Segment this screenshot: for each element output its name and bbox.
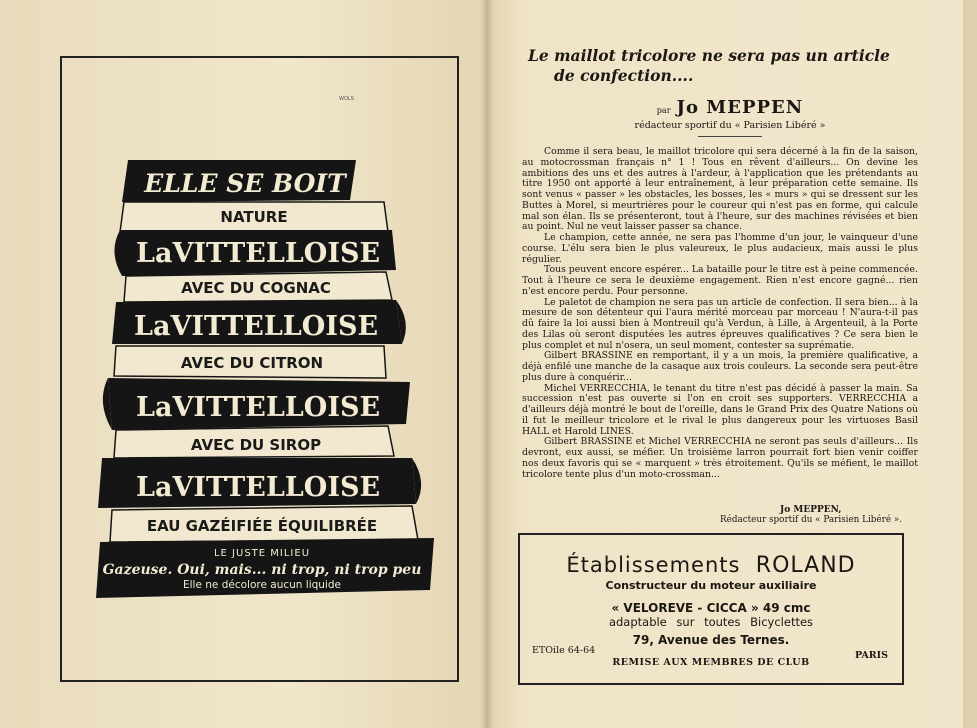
article-paragraph: Le champion, cette année, ne sera pas l'homme d'un jour, le vainqueur d'une course. L'élu sera bien le plus valeureux, le plus audacieux, mais aussi le plus régulier.	[522, 232, 918, 265]
slogan-top: LE JUSTE MILIEU	[213, 548, 311, 559]
roland-remise: REMISE AUX MEMBRES DE CLUB	[612, 657, 810, 668]
brand-2: LaVITTELLOISE	[133, 311, 379, 342]
roland-address: 79, Avenue des Ternes.	[632, 633, 790, 647]
brand-3: LaVITTELLOISE	[135, 392, 381, 423]
article-paragraph: Tous peuvent encore espérer... La bataille pour le titre est à peine commencée. Tout à l'heure ce sera le deuxième engagement. Rien n'est encore gagné... rien n'est encore perdu. Pour personne.	[522, 264, 918, 297]
article-paragraph: Comme il sera beau, le maillot tricolore qui sera décerné à la fin de la saison, au motocrossman français n° 1 ! Tous en rêvent d'ailleurs... On devine les ambitions des uns et des autres à l'ardeur, à l'application que les prétendants au titre 1950 ont apporté à leur entraînement, à leur préparation cette semaine. Ils sont venus « passer » les obstacles, les bosses, les « murs » qui se dressent sur les Buttes à Morel, si meurtrières pour le coureur qui n'est pas en forme, qui calcule mal son élan. Ils se présenteront, tout à l'heure, sur des machines révisées et bien au point. Nul ne veut laisser passer sa chance.	[522, 146, 918, 233]
slogan-script: Gazeuse. Oui, mais... ni trop, ni trop peu	[102, 562, 422, 578]
roland-prefix: Établissements	[566, 553, 741, 577]
roland-city: PARIS	[854, 650, 888, 661]
signature-role: Rédacteur sportif du « Parisien Libéré ».	[720, 515, 903, 525]
article-paragraph: Michel VERRECCHIA, le tenant du titre n'est pas décidé à passer la main. Sa succession n'est pas ouverte si l'on en croit ses supporters. VERRECCHIA a d'ailleurs déjà montré le bout de l'oreille, dans le Grand Prix des Quatre Nations où il fut le meilleur tricolore et le rival le plus dangereux pour les virtuoses Basil HALL et Harold LINES.	[522, 382, 918, 437]
article-title-line-2: de confection....	[554, 66, 694, 85]
printer-mark: WOLS	[339, 96, 354, 102]
article-paragraph: Gilbert BRASSINE et Michel VERRECCHIA ne seront pas seuls d'ailleurs... Ils devront, eux aussi, se méfier. Un troisième larron pourrait fort bien venir coiffer nos deux favoris qui se « marquent » très étroitement. Qu'ils se méfient, le maillot tricolore tente plus d'un moto-crossman...	[522, 436, 918, 480]
byline-role: rédacteur sportif du « Parisien Libéré »	[634, 120, 826, 131]
band-sirop-text: AVEC DU SIROP	[190, 436, 322, 454]
roland-subtitle: Constructeur du moteur auxiliaire	[605, 579, 817, 592]
roland-company-name	[520, 553, 902, 578]
roland-name-main: ROLAND	[755, 553, 856, 578]
band-citron-text: AVEC DU CITRON	[180, 354, 324, 372]
brand-1: LaVITTELLOISE	[135, 238, 381, 269]
byline-divider	[698, 136, 762, 137]
byline-author: Jo MEPPEN	[676, 97, 804, 118]
article-paragraph: Le paletot de champion ne sera pas un article de confection. Il sera bien... à la mesure de son détenteur qui l'aura mérité morceau par morceau ! N'aura-t-il pas dû faire la loi aussi bien à Montreuil qu'à Verdun, à Lille, à Argenteuil, à la Porte des Lilas où seront disputées les autres épreuves qualificatives ? Ce sera bien le plus complet et nul n'osera, un seul moment, contester sa suprématie.	[522, 296, 918, 351]
roland-model: « VELOREVE - CICCA » 49 cmc	[611, 601, 811, 615]
article-body	[522, 147, 918, 480]
roland-fit: adaptable sur toutes Bicyclettes	[608, 615, 814, 629]
byline	[600, 97, 860, 118]
roland-phone: ETOile 64-64	[532, 645, 596, 656]
signature-name: Jo MEPPEN,	[780, 505, 842, 515]
band-eau-text: EAU GAZÉIFIÉE ÉQUILIBRÉE	[146, 517, 378, 535]
banner-top-text: ELLE SE BOIT	[144, 169, 346, 198]
band-nature-text: NATURE	[220, 208, 288, 226]
article-title-line-1: Le maillot tricolore ne sera pas un article	[528, 46, 890, 65]
page-edge	[963, 0, 977, 728]
article-title	[528, 46, 918, 86]
slogan-bottom: Elle ne décolore aucun liquide	[183, 579, 341, 591]
roland-ad	[518, 533, 904, 685]
band-cognac-text: AVEC DU COGNAC	[181, 279, 331, 297]
vittelloise-ribbon-ad	[0, 0, 486, 728]
article-paragraph: Gilbert BRASSINE en remportant, il y a un mois, la première qualificative, a déjà enfilé une manche de la casaque aux trois couleurs. La seconde sera peut-être plus dure à conquérir...	[522, 350, 918, 383]
byline-par: par	[656, 106, 671, 115]
brand-4: LaVITTELLOISE	[135, 472, 381, 503]
